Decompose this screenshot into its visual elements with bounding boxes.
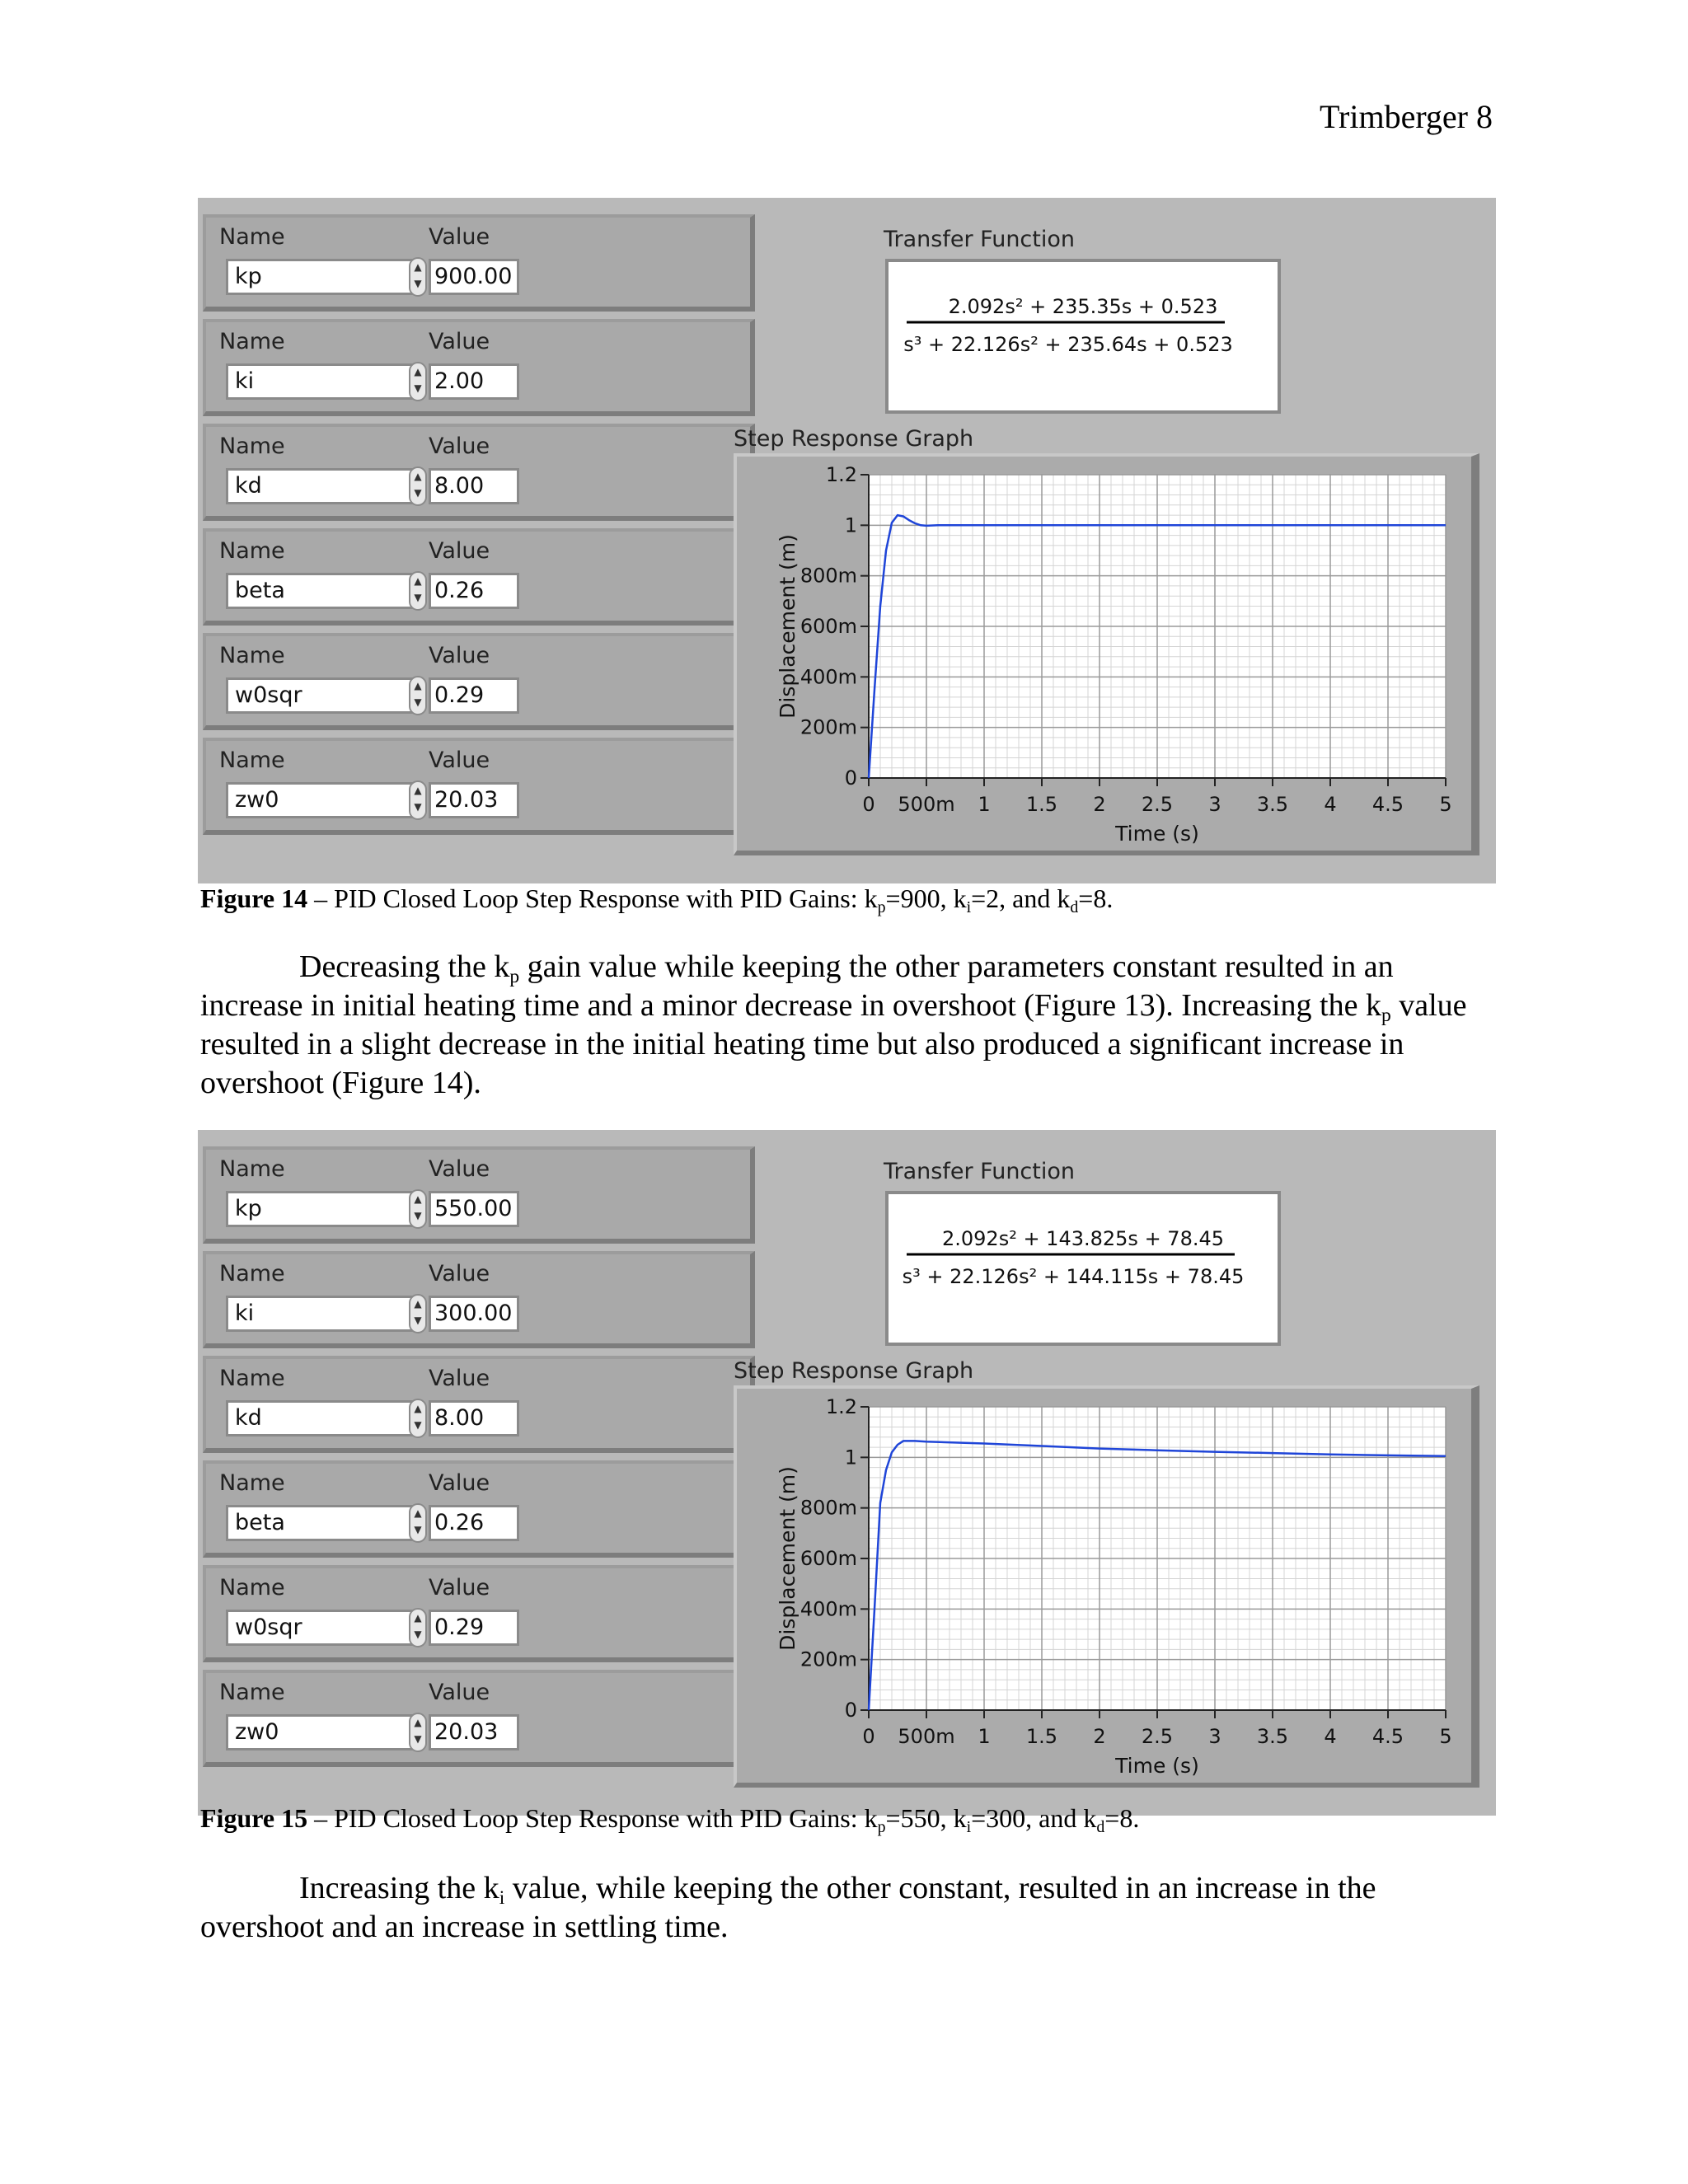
y-axis-label: Displacement (m) [776, 1466, 799, 1651]
caption-text: =300, and k [971, 1803, 1097, 1833]
spinner-arrows-icon[interactable]: ▲ ▼ [409, 466, 427, 506]
param-name-field[interactable]: zw0 [226, 782, 417, 818]
tf-numerator: 2.092s² + 143.825s + 78.45 [941, 1227, 1225, 1250]
x-tick-label: 0 [862, 1725, 875, 1748]
value-label: Value [429, 1366, 490, 1391]
step-response-chart [734, 453, 1479, 855]
name-label: Name [219, 748, 285, 773]
value-label: Value [429, 434, 490, 459]
x-tick-label: 4.5 [1372, 1725, 1404, 1748]
y-tick-label: 1.2 [825, 1395, 857, 1418]
param-name-field[interactable]: kd [226, 468, 417, 504]
param-value-field[interactable]: 8.00 [429, 468, 519, 504]
paragraph-text: Decreasing the k [299, 949, 510, 984]
value-label: Value [429, 538, 490, 564]
caption-figure-number: Figure 15 [200, 1803, 308, 1833]
x-tick-label: 0 [862, 793, 875, 816]
paragraph-2 [200, 1869, 1503, 1947]
y-tick-label: 0 [844, 1699, 857, 1722]
paragraph-sub: p [509, 966, 520, 988]
step-response-chart [734, 1385, 1479, 1788]
x-tick-label: 3.5 [1256, 1725, 1289, 1748]
y-tick-label: 400m [799, 665, 857, 689]
param-row-beta [203, 1460, 755, 1558]
caption-text: =550, k [885, 1803, 967, 1833]
name-label: Name [219, 1156, 285, 1182]
paragraph-sub: i [499, 1887, 505, 1910]
spinner-arrows-icon[interactable]: ▲ ▼ [409, 362, 427, 401]
y-tick-label: 1 [844, 1446, 857, 1469]
transfer-function-label: Transfer Function [884, 227, 1075, 252]
x-tick-label: 1.5 [1025, 793, 1058, 816]
x-axis-label: Time (s) [1115, 822, 1199, 846]
x-tick-label: 2.5 [1141, 793, 1174, 816]
step-response-label: Step Response Graph [734, 1358, 974, 1384]
value-label: Value [429, 1470, 490, 1496]
y-tick-label: 800m [799, 1496, 857, 1520]
x-tick-label: 5 [1439, 1725, 1452, 1748]
param-row-ki [203, 319, 755, 416]
figure-14-caption [200, 883, 1113, 914]
x-axis-label: Time (s) [1115, 1754, 1199, 1778]
x-tick-label: 3.5 [1256, 793, 1289, 816]
name-label: Name [219, 329, 285, 354]
caption-sub: p [877, 1817, 886, 1836]
y-tick-label: 600m [799, 615, 857, 638]
x-tick-label: 4.5 [1372, 793, 1404, 816]
paragraph-text: Increasing the k [299, 1871, 499, 1905]
y-tick-label: 400m [799, 1597, 857, 1621]
parameter-list [203, 1146, 755, 1774]
caption-sub: i [966, 898, 972, 916]
param-value-field[interactable]: 0.26 [429, 1505, 519, 1541]
transfer-function-fraction [889, 262, 1278, 410]
name-label: Name [219, 643, 285, 668]
name-label: Name [219, 538, 285, 564]
figure-15-caption [200, 1803, 1139, 1834]
spinner-arrows-icon[interactable]: ▲ ▼ [409, 780, 427, 820]
param-row-kp [203, 214, 755, 312]
x-tick-label: 2 [1093, 1725, 1106, 1748]
transfer-function-display [885, 1191, 1281, 1346]
spinner-arrows-icon[interactable]: ▲ ▼ [409, 676, 427, 715]
name-label: Name [219, 1575, 285, 1601]
caption-text: =900, k [885, 883, 967, 913]
value-label: Value [429, 1156, 490, 1182]
value-label: Value [429, 1575, 490, 1601]
param-value-field[interactable]: 0.29 [429, 677, 519, 714]
param-value-field[interactable]: 0.29 [429, 1610, 519, 1646]
spinner-arrows-icon[interactable]: ▲ ▼ [409, 1294, 427, 1333]
value-label: Value [429, 1680, 490, 1705]
param-name-field[interactable]: kd [226, 1400, 417, 1436]
param-name-field[interactable]: ki [226, 363, 417, 400]
spinner-arrows-icon[interactable]: ▲ ▼ [409, 571, 427, 611]
y-tick-label: 200m [799, 1647, 857, 1671]
param-value-field[interactable]: 0.26 [429, 573, 519, 609]
spinner-arrows-icon[interactable]: ▲ ▼ [409, 1713, 427, 1752]
caption-sub: i [966, 1817, 972, 1836]
value-label: Value [429, 748, 490, 773]
param-name-field[interactable]: kp [226, 1191, 417, 1227]
y-tick-label: 0 [844, 766, 857, 790]
figure-15-panel [198, 1130, 1496, 1816]
x-tick-label: 2.5 [1141, 1725, 1174, 1748]
tf-denominator: s³ + 22.126s² + 235.64s + 0.523 [903, 333, 1233, 356]
param-value-field[interactable]: 900.00 [429, 259, 519, 295]
step-response-plot [737, 457, 1471, 851]
y-tick-label: 200m [799, 715, 857, 739]
x-tick-label: 4 [1324, 793, 1337, 816]
caption-text: =2, and k [971, 883, 1071, 913]
param-name-field[interactable]: w0sqr [226, 1610, 417, 1646]
x-tick-label: 5 [1439, 793, 1452, 816]
param-name-field[interactable]: ki [226, 1296, 417, 1332]
param-value-field[interactable]: 20.03 [429, 1714, 519, 1750]
value-label: Value [429, 1261, 490, 1286]
caption-text: – PID Closed Loop Step Response with PID Gains: k [307, 1803, 878, 1833]
param-value-field[interactable]: 300.00 [429, 1296, 519, 1332]
paragraph-text: value, while keeping the other constant, resulted in an increase in the overshoot and an increase in settling time. [200, 1871, 1376, 1944]
x-tick-label: 3 [1208, 793, 1221, 816]
caption-text: – PID Closed Loop Step Response with PID Gains: k [307, 883, 878, 913]
spinner-arrows-icon[interactable]: ▲ ▼ [409, 1399, 427, 1438]
x-tick-label: 1.5 [1025, 1725, 1058, 1748]
caption-text: =8. [1078, 883, 1114, 913]
param-row-zw0 [203, 1670, 755, 1767]
y-tick-label: 1.2 [825, 463, 857, 486]
name-label: Name [219, 1680, 285, 1705]
value-label: Value [429, 643, 490, 668]
param-name-field[interactable]: zw0 [226, 1714, 417, 1750]
param-row-w0sqr [203, 633, 755, 730]
x-tick-label: 500m [898, 793, 955, 816]
x-tick-label: 3 [1208, 1725, 1221, 1748]
spinner-arrows-icon[interactable]: ▲ ▼ [409, 1189, 427, 1229]
name-label: Name [219, 1366, 285, 1391]
x-tick-label: 2 [1093, 793, 1106, 816]
param-row-kd [203, 424, 755, 521]
y-tick-label: 600m [799, 1547, 857, 1570]
paragraph-text: gain value while keeping the other parameters constant resulted in an increase in initial heating time and a minor decrease in overshoot (Figure 13). Increasing the k [200, 949, 1394, 1023]
tf-numerator: 2.092s² + 235.35s + 0.523 [948, 295, 1218, 318]
step-response-label: Step Response Graph [734, 426, 974, 452]
x-tick-label: 500m [898, 1725, 955, 1748]
param-row-zw0 [203, 738, 755, 835]
param-name-field[interactable]: beta [226, 1505, 417, 1541]
caption-sub: d [1096, 1817, 1105, 1836]
param-row-w0sqr [203, 1565, 755, 1662]
tf-denominator: s³ + 22.126s² + 144.115s + 78.45 [902, 1265, 1245, 1288]
y-tick-label: 800m [799, 564, 857, 588]
param-row-kd [203, 1356, 755, 1453]
paragraph-text: value resulted in a slight decrease in the initial heating time but also produced a significant increase in overshoot (Figure 14). [200, 988, 1467, 1100]
param-row-ki [203, 1251, 755, 1348]
caption-sub: d [1070, 898, 1079, 916]
param-name-field[interactable]: beta [226, 573, 417, 609]
transfer-function-fraction [889, 1194, 1278, 1343]
name-label: Name [219, 434, 285, 459]
parameter-list [203, 214, 755, 842]
figure-14-panel [198, 198, 1496, 883]
spinner-arrows-icon[interactable]: ▲ ▼ [409, 1608, 427, 1647]
x-tick-label: 4 [1324, 1725, 1337, 1748]
param-row-kp [203, 1146, 755, 1244]
param-name-field[interactable]: kp [226, 259, 417, 295]
param-name-field[interactable]: w0sqr [226, 677, 417, 714]
caption-sub: p [877, 898, 886, 916]
transfer-function-display [885, 259, 1281, 414]
value-label: Value [429, 224, 490, 250]
spinner-arrows-icon[interactable]: ▲ ▼ [409, 1503, 427, 1543]
param-value-field[interactable]: 20.03 [429, 782, 519, 818]
name-label: Name [219, 224, 285, 250]
x-tick-label: 1 [978, 1725, 991, 1748]
param-value-field[interactable]: 8.00 [429, 1400, 519, 1436]
name-label: Name [219, 1470, 285, 1496]
caption-figure-number: Figure 14 [200, 883, 308, 913]
caption-text: =8. [1104, 1803, 1140, 1833]
y-axis-label: Displacement (m) [776, 534, 799, 719]
paragraph-1 [200, 948, 1503, 1103]
transfer-function-label: Transfer Function [884, 1159, 1075, 1184]
x-tick-label: 1 [978, 793, 991, 816]
name-label: Name [219, 1261, 285, 1286]
paragraph-sub: p [1381, 1005, 1391, 1027]
param-value-field[interactable]: 2.00 [429, 363, 519, 400]
param-value-field[interactable]: 550.00 [429, 1191, 519, 1227]
page-header: Trimberger 8 [1320, 98, 1493, 135]
value-label: Value [429, 329, 490, 354]
y-tick-label: 1 [844, 513, 857, 537]
param-row-beta [203, 528, 755, 626]
spinner-arrows-icon[interactable]: ▲ ▼ [409, 257, 427, 297]
step-response-plot [737, 1389, 1471, 1783]
